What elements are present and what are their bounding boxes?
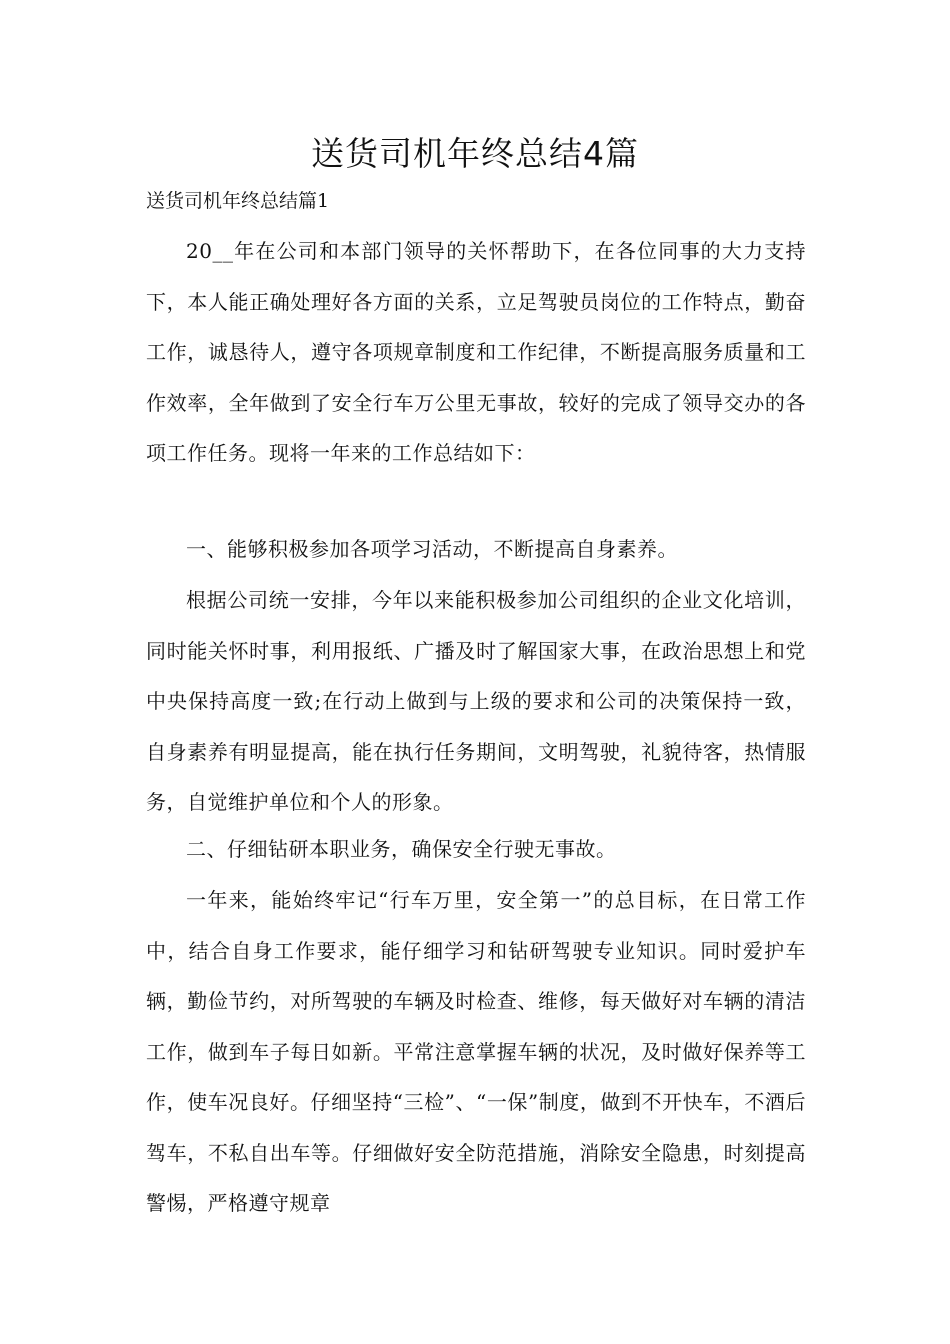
section-heading: 送货司机年终总结篇1 [146,190,330,212]
document-title: 送货司机年终总结4篇 [311,134,639,173]
paragraph-safety: 一年来，能始终牢记“行车万里，安全第一”的总目标，在日常工作中，结合自身工作要求，能仔细学习和钻研驾驶专业知识。同时爱护车辆，勤俭节约，对所驾驶的车辆及时检查、维修，每天做好对车辆的清洁工作，做到车子每日如新。平常注意掌握车辆的状况，及时做好保养等工作，使车况良好。仔细坚持“三检”、“一保”制度，做到不开快车，不酒后驾车，不私自出车等。仔细做好安全防范措施，消除安全隐患，时刻提高警惕，严格遵守规章 [146,888,806,1215]
paragraph-heading-one: 一、能够积极参加各项学习活动，不断提高自身素养。 [186,537,678,561]
paragraph-study: 根据公司统一安排，今年以来能积极参加公司组织的企业文化培训，同时能关怀时事，利用报纸、广播及时了解国家大事，在政治思想上和党中央保持高度一致;在行动上做到与上级的要求和公司的决策保持一致，自身素养有明显提高，能在执行任务期间，文明驾驶，礼貌待客，热情服务，自觉维护单位和个人的形象。 [146,588,806,814]
paragraph-heading-two: 二、仔细钻研本职业务，确保安全行驶无事故。 [186,837,617,861]
paragraph-intro: 20__年在公司和本部门领导的关怀帮助下，在各位同事的大力支持下，本人能正确处理好各方面的关系，立足驾驶员岗位的工作特点，勤奋工作，诚恳待人，遵守各项规章制度和工作纪律，不断提高服务质量和工作效率，全年做到了安全行车万公里无事故，较好的完成了领导交办的各项工作任务。现将一年来的工作总结如下： [146,239,806,465]
